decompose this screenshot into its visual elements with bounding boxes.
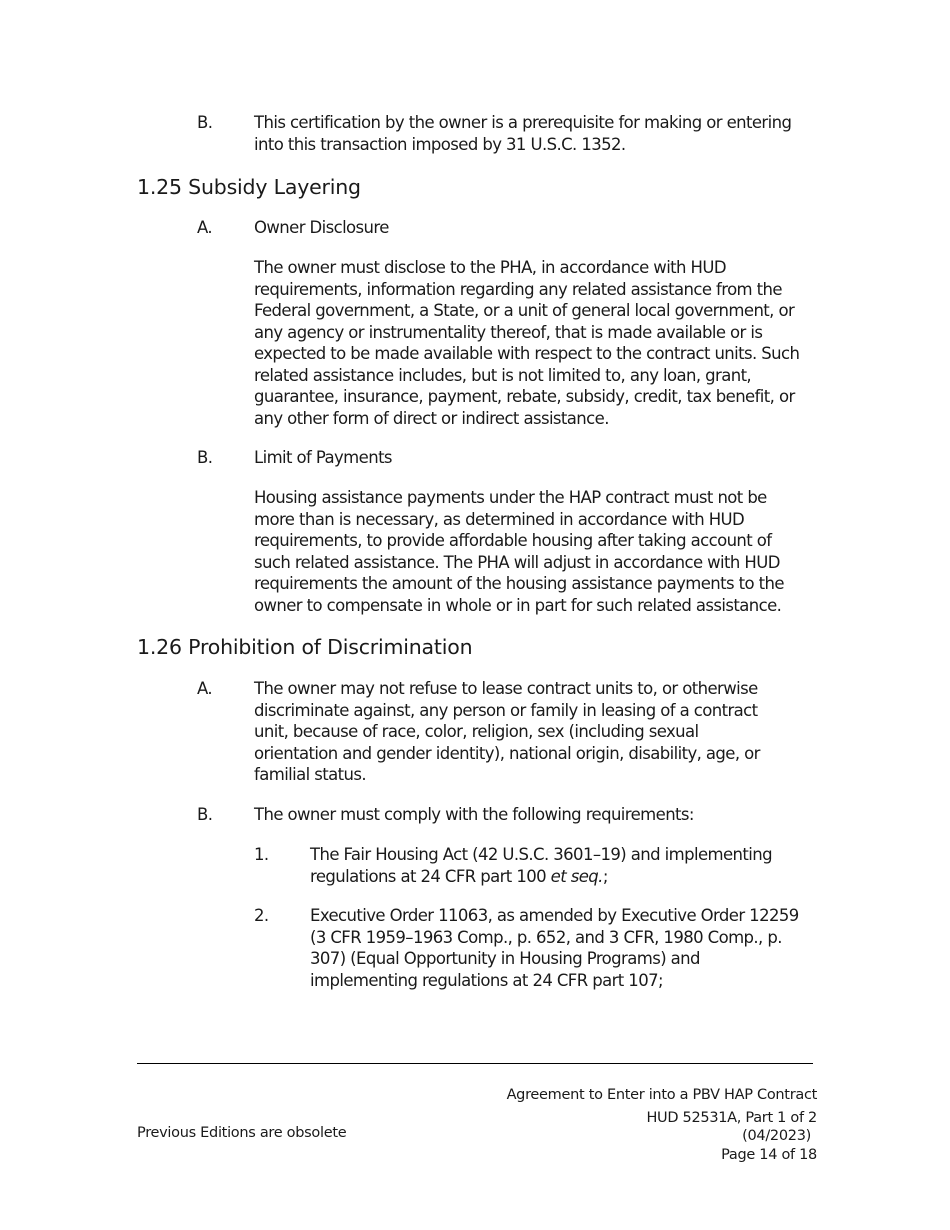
item-text: The owner must comply with the following requirements: xyxy=(254,805,694,824)
item-label: B. xyxy=(197,448,213,467)
item-text: The owner may not refuse to lease contract units to, or otherwise discriminate against, any person or family in leasing of a contract unit, because of race, color, religion, sex (including sexual orientation and gender identity), national origin, disability, age, or familial status. xyxy=(254,679,760,784)
subitem-text: The Fair Housing Act (42 U.S.C. 3601–19) and implementing regulations at 24 CFR part 100 xyxy=(310,845,773,886)
subitem-label: 2. xyxy=(254,906,269,925)
item-label: A. xyxy=(197,218,213,237)
footer-divider xyxy=(137,1063,813,1064)
footer-form-info xyxy=(507,1086,817,1164)
subitem-label: 1. xyxy=(254,845,269,864)
paragraph-text: The owner must disclose to the PHA, in accordance with HUD requirements, information regarding any related assistance from the Federal government, a State, or a unit of general local government, or any agency or instrumentality thereof, that is made available or is expected to be made available with respect to the contract units. Such related assistance includes, but is not limited to, any loan, grant, guarantee, insurance, payment, rebate, subsidy, credit, tax benefit, or any other form of direct or indirect assistance. xyxy=(254,258,800,428)
footer-title: Agreement to Enter into a PBV HAP Contract xyxy=(506,1087,817,1103)
item-text: This certification by the owner is a prerequisite for making or entering into this transaction imposed by 31 U.S.C. 1352. xyxy=(254,113,792,154)
subitem-italic-text: et seq. xyxy=(550,866,603,886)
footer-form-number: HUD 52531A, Part 1 of 2 xyxy=(646,1109,817,1126)
subitem-suffix: ; xyxy=(602,866,608,886)
footer-date: (04/2023) xyxy=(742,1128,811,1144)
section-heading-prohibition-of-discrimination: 1.26 Prohibition of Discrimination xyxy=(137,635,473,659)
paragraph-text: Housing assistance payments under the HAP contract must not be more than is necessary, as determined in accordance with HUD requirements, to provide affordable housing after taking account of such related assistance. The PHA will adjust in accordance with HUD requirements the amount of the housing assistance payments to the owner to compensate in whole or in part for such related assistance. xyxy=(254,488,784,615)
item-label: B. xyxy=(197,113,213,132)
item-title: Limit of Payments xyxy=(254,448,392,467)
footer-page-number: Page 14 of 18 xyxy=(721,1146,817,1163)
subitem-text-wrapper xyxy=(310,844,780,887)
section-heading-subsidy-layering: 1.25 Subsidy Layering xyxy=(137,175,361,199)
footer-obsolete-notice: Previous Editions are obsolete xyxy=(137,1125,347,1141)
item-label: A. xyxy=(197,679,213,698)
item-title: Owner Disclosure xyxy=(254,218,389,237)
item-label: B. xyxy=(197,805,213,824)
subitem-text: Executive Order 11063, as amended by Executive Order 12259 (3 CFR 1959–1963 Comp., p. 652, and 3 CFR, 1980 Comp., p. 307) (Equal Opportunity in Housing Programs) and implementing regulations at 24 CFR part 107; xyxy=(310,906,799,990)
